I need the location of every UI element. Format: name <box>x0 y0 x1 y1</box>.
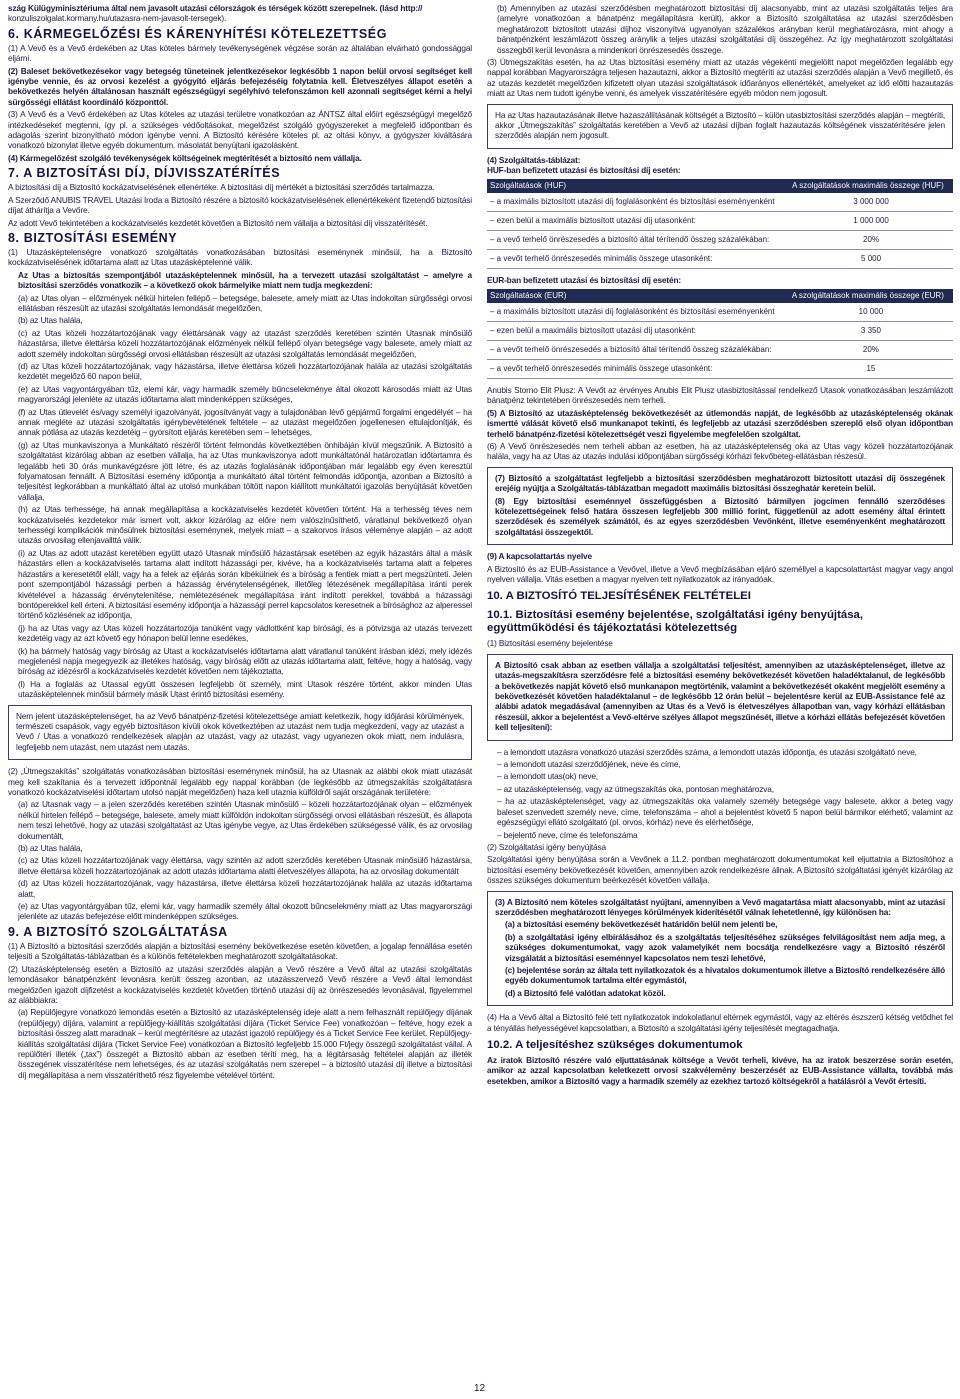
table-intro: (4) Szolgáltatás-táblázat: HUF-ban befizetett utazási és biztosítási díj esetén: <box>487 154 681 176</box>
list-item: (b) az Utas halála, <box>18 315 83 326</box>
section-7-title: 7. A BIZTOSÍTÁSI DÍJ, DÍJVISSZATÉRÍTÉS <box>8 166 281 181</box>
list-item: (c) az Utas közeli hozzátartozójának vagy élettársának vagy az utazást szerződés keretében szintén Utasnak minősülő házastársa, illetve élettársa közeli hozzátartozójának előzmények nélkül fellépő olyan betegsége vagy balesete, amely miatt az adott személy indokoltan sürgősségi orvosi ellátásban részesült az utazási szolgáltatás lemondását megelőzően, <box>18 327 472 359</box>
r-para-5: (5) A Biztosító az utazásképtelenség bekövetkezését az útlemondás napját, de legkésőbb az utazásképtelenség okának ismertté válását követő első munkanapot tekinti, és legfeljebb az utazási szerződésben szereplő első olyan időpontban terhelő bánatpénz-fizetési kötelezettségét veszi figyelembe megfelelően szolgáltat. <box>487 407 953 439</box>
s9-item-a: (a) Repülőjegyre vonatkozó lemondás esetén a Biztosító az utazásképtelenség ideje alatt a nem felhasznált repülőjegy díjának (repülőjegy) díjára, valamint a repülőjegy-kiállítás szolgáltatási díjára (Ticket Service Fee) vonatkozóan – feltéve, hogy ezek a biztosítási összeg alatt maradnak – kerül megtérítésre az utazást igazoló repülőjegy és a Ticket Service Fee kerület. Repülőjegy-kiállítás szolgáltatási díjára (Ticket Service Fee) vonatkozóan a Biztosító legfeljebb 15.000 Ft/jegy összegű szolgáltatást vállal. A repülőtéri illeték („tax”) összegét a Biztosító abban az esetben téríti meg, ha a légitársaság feltételei alapján az illeték összegének visszatérítése nem lehetséges, és az utazási szolgáltatás nem szerepel – a biztosító utazási díj illetve a biztosítási díj megállapítása a nem visszatéríthető rész figyelembe vételével történt. <box>18 1007 472 1080</box>
list-item: (a) a biztosítási esemény bekövetkezését határidőn belül nem jelenti be, <box>505 919 778 930</box>
r-para-9a: (9) A kapcsolattartás nyelve <box>487 551 592 562</box>
s9-para-1: (1) A Biztosító a biztosítási szerződés alapján a biztosítási esemény bekövetkezése esetén követően, a jogalap fennállása esetén teljesíti a Szolgáltatás-táblázatban és a különös feltételekben meghatározott szolgáltatásokat. <box>8 940 472 962</box>
r-para-3: (3) Útmegszakítás esetén, ha az Utas biztosítási esemény miatt az utazás végekénti megjelöltt napot megelőzően legalább egy nappal korábban Magyarországra teljesen hazautazni, akkor a Biztosító megtéríti az utazási szerződés alapján a Vevő megillető, és az utazás kezdetét megelőzően kifizetett olyan utazási szolgáltatások időarányos ellenértékét, amelyeket az idő előtti hazautazás miatt az Utas nem tudott igénybe venni, és amelyek visszatérítésére egyéb módon nem jogosult. <box>487 57 953 99</box>
r-para-8: (8) Egy biztosítási eseménnyel összefüggésben a Biztosító bármilyen jogcímen fennálló szerződéses kötelezettségeinek felső határa összesen legfeljebb 300 millió forint, függetlenül az adott esemény által érintett szerződések és személyek számától, és az egyes szerződésben Vevőnként, illetve eseményenként meghatározott szolgáltatási összegektől. <box>495 495 945 537</box>
section-9-title: 9. A BIZTOSÍTÓ SZOLGÁLTATÁSA <box>8 924 228 939</box>
list-item: (h) az Utas terhessége, ha annak megállapítása a kockázatviselés kezdetét követően történt. Ha a terhesség téves nem kockázatviselés kezdetekor már ismert volt, akkor kizárólag az előre nem valószínűsíthető, váratlanul bekövetkező olyan terhességi komplikációk minősülnek biztosítási eseménynek, melyek miatt – a szakorvos írásos véleménye alapján – az adott utazás orvosilag ellenjavallttá válik. <box>18 504 472 546</box>
list-item: (e) az Utas vagyontárgyában tűz, elemi kár, vagy harmadik személy által okozott bűncselekmény miatt az Utas magyarországi jelenléte az utazás befejezése előtt mindenképpen szükséges. <box>18 901 472 922</box>
limits-box <box>487 467 953 545</box>
note-text: Ha az Utas hazautazásának illetve hazaszállításának költségét a Biztosító – külön utasbiztosítási szerződés alapján – megtéríti, akkor „Útmegszakítás” szolgáltatás keretében a Vevő az utazási díjban foglalt hazautazás költségének visszatérítésére jelen szerződés alapján nem jogosult. <box>495 109 945 141</box>
huf-head-1: Szolgáltatások (HUF) <box>487 179 789 193</box>
s6-para-2: (2) Baleset bekövetkezésekor vagy betegség tüneteinek jelentkezésekor legkésőbb 1 napon belül orvosi segítséget kell igénybe vennie, és az orvosi kezelést a gyógyító eljárás befejezéséig folytatnia kell. Életveszélyes állapot esetén a bekövetkezés helyén általánosan használt egészségügyi segélyhívó telefonszámon kell azonnali segítséget kérni a helyi sürgősségi ellátást koordináló központtól. <box>8 65 472 107</box>
list-item: (k) ha bármely hatóság vagy bíróság az Utast a kockázatviselés időtartama alatt váratlanul tanúként írásban idézi, mely idézés megjelenési napja megegyezik az illetékes hatóság, vagy bíróság előtt az utazás időtartama alatt, feltéve, hogy a hatóság, vagy bíróság az idézésről a kockázatviselés kezdetét követően nem tájékoztatta, <box>18 645 472 677</box>
list-item: (a) az Utasnak vagy – a jelen szerződés keretében szintén Utasnak minősülő – közeli hozzátartozójának olyan – előzmények nélkül hirtelen fellépő – betegsége, balesete, amely miatt külföldön indokoltan sürgősségi orvosi ellátásban részesült, és állapota nem teszi lehetővé, hogy az utazási szolgáltatást az Utas igénybe vegye, az Utas érdekében szükségessé válik, és az orvosilag dokumentált, <box>18 799 472 841</box>
notice-text: Nem jelent utazásképtelenséget, ha az Vevő bánatpénz-fizetési kötelezettsége amiatt keletkezik, hogy időjárási körülmények, természeti csapások, vagy egyéb biztosításon kívüli okok következtében az utazást nem tudja megkezdeni, vagy az utazást a Vevő / Utas a vonatkozó rendelkezések alapján az utazást, vagy az utazást, vagy ugyanezen okok miatt, nem indulásra, legfeljebb nem utazást, nem utazást nem utazás. <box>16 710 464 752</box>
table-row: – a vevőt terhelő önrészesedés minimális összege utasonként: 15 <box>487 359 953 378</box>
list-item: (e) az Utas vagyontárgyában tűz, elemi kár, vagy harmadik személy bűncselekménye által okozott károsodás miatt az Utas magyarországi jelenléte az utazás időtartama alatt mindenképpen szükséges, <box>18 383 472 405</box>
list-item: (f) az Utas útlevelét és/vagy személyi igazolványát, jogosítványát vagy a tulajdonában lévő gépjármű forgalmi engedélyét – ha annak megléte az utazási szolgáltatás igénybevételének feltétele – az utazást megelőzően jogellenesen eltulajdonítják, és annak pótlása az utazás kezdetéig – gyorsított eljárás keretében sem – lehetséges, <box>18 406 472 438</box>
list-item: (d) az Utas közeli hozzátartozójának, vagy házastársa, illetve élettársa közeli hozzátartozójának halála az utazás időtartama alatt, <box>18 878 472 899</box>
storno-para: Anubis Storno Elit Plusz: A Vevőt az érvényes Anubis Elit Plusz utasbiztosítással rendelkező Utasok vonatkozásában leszámlázott bánatpénz tekintetében önrészesedés nem terheli. <box>487 384 953 406</box>
refusal-box <box>487 891 953 1007</box>
eur-table <box>487 289 953 379</box>
eur-intro: EUR-ban befizetett utazási és biztosítási díj esetén: <box>487 275 681 286</box>
r-para-3-refusal: (3) A Biztosító nem köteles szolgáltatást nyújtani, amennyiben a Vevő magatartása miatt alacsonyabb, mint az utazási szerződésben meghatározott lényeges körülmények kiderítésétől válnak lehetetlenné, így különösen ha: <box>495 896 945 917</box>
s8-list <box>8 293 472 700</box>
s8-para-3: (2) „Útmegszakítás” szolgáltatás vonatkozásában biztosítási eseménynek minősül, ha az Utasnak az alábbi okok miatt utazását meg kell szakítania és a tervezett időpontnál legalább egy nappal korábban (de legkésőbb az útmegszakítás szolgáltatásra vonatkozó kockázatviselési időtartam utolsó napját megelőzően) haza kell utaznia külföldről saját országának területére: <box>8 766 472 797</box>
section-10-title: 10. A BIZTOSÍTÓ TELJESÍTÉSÉNEK FELTÉTELEI <box>487 590 751 603</box>
s9-para-2: (2) Utazásképtelenség esetén a Biztosító az utazási szerződés alapján a Vevő részére a Vevő által az utazási szolgáltatás lemondásakor bánatpénzként levonásra került összeg azonban, az utazásszervező Vevő részére a Vevő által lemondást megelőzően igazolt díjfizetést a kockázatviselés kezdetét követően történő utazási díj az önrészesedés levonásával, figyelemmel az alábbiakra: <box>8 963 472 1005</box>
table-row: – a vevőt terhelő önrészesedés a biztosító által térítendő összeg százalékában: 20% <box>487 340 953 359</box>
huf-table <box>487 179 953 269</box>
list-item: (c) bejelentése során az általa tett nyilatkozatok és a hivatalos dokumentumok illetve a Biztosító rendelkezésére álló egyéb dokumentumok tartalma eltér egymástól, <box>505 964 945 986</box>
table-row: – a maximális biztosított utazási díj foglalásonként és biztosítási eseményenként 3 000 000 <box>487 193 953 212</box>
left-column <box>8 3 472 1082</box>
list-item: (b) a szolgáltatási igény elbírálásához és a szolgáltatás teljesítéséhez szükséges felvilágosítást nem adja meg, a szükséges dokumentumokat, vagy azok valamelyikét nem bocsátja rendelkezésre vagy a Biztosító részéről vizsgálatát a biztosítási eseménnyel kapcsolatos nem teszi lehetővé, <box>505 931 945 963</box>
list-item: – bejelentő neve, címe és telefonszáma <box>497 829 638 840</box>
list-item: (i) az Utas az adott utazást keretében együtt utazó Utasnak minősülő házastársak esetében az egyik házastárs által a másik házastárs ellen a kockázatviselés tartama alatt indított házassági per, kivéve, ha a kockázatviselés tartama alatt a felperes házastárs a keresetétől eláll, vagy ha a felek az eljárás során kibékülnek és a bíróság a fentiek miatt a pert megszünteti. Jelen pont szempontjából házassági perben a házasság érvénytelenségének, illetőleg létezésének megállapítása iránti perek kivételével a házasság érvénytelenítése, nemlétezésének megállapítása iránt indított perekkel, továbbá a házassági bontóperekkel kell érteni. A biztosítási esemény időpontja a házassági perrel kapcsolatos keresetnek a bírósághoz az alperessel történő közlésének az időpontja, <box>18 547 472 621</box>
list-item: (d) a Biztosító felé valótlan adatokat közöl. <box>505 987 666 998</box>
section-10-1-title: 10.1. Biztosítási esemény bejelentése, szolgáltatási igény benyújtása, együttműködési és tájékoztatási kötelezettség <box>487 609 864 635</box>
s101-para-4: (4) Ha a Vevő által a Biztosító felé tett nyilatkozatok indokolatlanul eltérnek egymástól, vagy az eltérés észszerű kétség vetődhet fel a tényállás helyességével kapcsolatban, a Biztosító a szolgáltatási igény teljesítését megtagadhatja. <box>487 1012 953 1033</box>
s102-para-1: Az iratok Biztosító részére való eljuttatásának költsége a Vevőt terheli, kivéve, ha az iratok beszerzése során esetén, amikor az azzal kapcsolatban keletkezett orvosi szakvélemény beszerzését az EUB-Assistance vállalta, továbbá más esetekben, amikor a Biztosító vagy a harmadik személy az ezekhez tartozó költségekről a hatálásról a Vevőt értesíti. <box>487 1055 953 1086</box>
s6-para-3: (3) A Vevő és a Vevő érdekében az Utas köteles az utazási területre vonatkozóan az ÁNTSZ által előírt egészségügyi megelőző intézkedéseket megtenni, így pl. a szükséges védőoltásokat, megelőzést szolgáló gyógyszereket a megfelelő időpontban és adagolás szerint bizonyítható módon igénybe venni. A Biztosító kérésére köteles pl. az oltási könyv, a gyógyszer kiváltására vonatkozó bizonylat illetve egyéb dokumentum. másolatát benyújtani igazolásként. <box>8 109 472 151</box>
list-item: – a lemondott utazásra vonatkozó utazási szerződés száma, a lemondott utazás időpontja, és utazási szolgáltató neve, <box>497 746 917 757</box>
r-para-b: (b) Amennyiben az utazási szerződésben meghatározott biztosítási díj alacsonyabb, mint az utazási szolgáltatás teljes ára (amelyre vonatkozóan a bánatpénz megállapításra került), akkor a Biztosító szolgáltatása az utazási szerződésben meghatározott biztosított utazási díjhoz viszonyítva ugyanolyan százalékos arányban kerül meghatározásra, mint ahogy a bánatpénzként leszámlázott összeg aránylik a teljes utazási szolgáltatási díj összegéhez. Az így meghatározott szolgáltatási összegből kerül levonásra a mindenkori önrészesedés összege. <box>497 3 953 55</box>
list-item: – az utazásképtelenség, vagy az útmegszakítás oka, pontosan meghatározva, <box>497 783 774 794</box>
table-row: – a vevő terhelő önrészesedés a biztosító által térítendő összeg százalékában: 20% <box>487 231 953 250</box>
list-item: – a lemondott utas(ok) neve, <box>497 771 598 782</box>
r-para-6: (6) A Vevő önrészesedés nem terheli abban az esetben, ha az utazásképtelenség oka az Utas vagy közeli hozzátartozójának halála, vagy ha az Utas az utazás indulási időpontjában sürgősségi kórházi fekvőbeteg-ellátásban részesül. <box>487 440 953 462</box>
list-item: – a lemondott utazási szerződőjének, neve és címe, <box>497 759 681 770</box>
eur-head-2: A szolgáltatások maximális összege (EUR) <box>789 289 953 303</box>
table-row: – ezen belül a maximális biztosított utazási díj utasonként: 1 000 000 <box>487 212 953 231</box>
s8-para-1: (1) Utazásképtelenségre vonatkozó szolgáltatás vonatkozásában biztosítási eseménynek minősül, ha a Biztosító kockázatviselésének időtartama alatt az Utas utazásképtelenné válik. <box>8 246 472 268</box>
table-row: – a maximális biztosított utazási díj foglalásonként és biztosítási eseményenként 10 000 <box>487 303 953 322</box>
r-para-7: (7) Biztosító a szolgáltatást legfeljebb a biztosítási szerződésben meghatározott biztosított utazási díj összegének erejéig nyújtja a Szolgáltatás-táblázatban megadott maximális biztosítási összeghatár keretein belül. <box>495 472 945 494</box>
list-item: (l) Ha a foglalás az Utassal együtt összesen legfeljebb öt személy, mint Utasok részére történt, akkor minden Utas utazásképtelennek minősül bármely másik Utast érintő biztosítási esemény. <box>18 678 472 700</box>
list-item: (j) ha az Utas vagy az Utas közeli hozzátartozója tanúként vagy vádlottként kap bírósági, és a pótvizsga az utazás tervezett kezdetéig vagy az azt követő egy hónapon belül lenne esedékes, <box>18 622 472 644</box>
notice-box <box>8 705 472 761</box>
list-item: (d) az Utas közeli hozzátartozójának, vagy házastársa, illetve élettársa közeli hozzátartozójának halála az utazási szolgáltatás kezdetét megelőző 60 napon belül, <box>18 360 472 382</box>
section-8-title: 8. BIZTOSÍTÁSI ESEMÉNY <box>8 230 178 245</box>
list-item: (c) az Utas közeli hozzátartozójának vagy élettársa, vagy szintén az adott szerződés keretében Utasnak minősülő házastársa, illetve élettársa közeli hozzátartozójának az adott utazás időtartama alatti életveszélyes állapota, ha az orvosilag dokumentált <box>18 855 472 876</box>
list-item: – ha az utazásképtelenséget, vagy az útmegszakítás oka valamely személy betegsége vagy balesete, akkor a beteg vagy baleset szenvedett személy neve, címe, telefonszáma – ahol a bejelentést követő 5 napon belül bármikor elérhető, valamint az egészségügyi ellátó szolgáltató (pl. orvos, kórház) neve és elérhetősége, <box>497 796 953 828</box>
s6-para-4: (4) Kármegelőzést szolgáló tevékenységek költségeinek megtérítését a biztosító nem vállalja. <box>8 152 362 163</box>
s6-para-1: (1) A Vevő és a Vevő érdekében az Utas köteles bármely tevékenységének végzése során az általában elvárható gondossággal eljárni. <box>8 42 472 64</box>
list-item: (a) az Utas olyan – előzmények nélkül hirtelen fellépő – betegsége, balesete, amely miatt az Utas indokoltan sürgősségi orvosi ellátásban részesült az utazási szolgáltatás lemondását megelőzően, <box>18 292 472 313</box>
s7-para-3: Az adott Vevő tekintetében a kockázatviselés kezdetét követően a Biztosító nem vállalja a biztosítási díj visszatérítését. <box>8 217 428 228</box>
s7-para-1: A biztosítási díj a Biztosító kockázatviselésének ellenértéke. A biztosítási díj mértékét a biztosítási szerződés tartalmazza. <box>8 182 435 193</box>
s101-para-2: (2) Szolgáltatási igény benyújtása <box>487 841 606 852</box>
notification-box <box>487 654 953 741</box>
right-column <box>487 3 953 1088</box>
huf-head-2: A szolgáltatások maximális összege (HUF) <box>789 179 953 193</box>
section-10-2-title: 10.2. A teljesítéshez szükséges dokumentumok <box>487 1039 743 1051</box>
eur-head-1: Szolgáltatások (EUR) <box>487 289 789 303</box>
s101-para-1: (1) Biztosítási esemény bejelentése <box>487 638 613 649</box>
notification-text: A Biztosító csak abban az esetben vállalja a szolgáltatási teljesítést, amennyiben az utazásképtelenséget, illetve az utazás-megszakításra szerződésre felé a biztosítási esemény bekövetkezését követően haladéktalanul, de legkésőbb a bekövetkezés napját követő első munkanapon megtörténik, valamint a bekövetkezését okaként megjelölt esemény a bekövetkezését követően haladéktalanul – de legkésőbb 12 órán belül – bejelentésre kerül az EUB-Assistance felé az alábbi adatok megadásával (amennyiben az Utas és a Vevő is életveszélyes állapotban van, vagy kórházi ellátásban részesül, akkor a bejelentést a Vevő-eltérve szélyes állapot megszűnését, illetve a kórházi ellátás befejezését követően kell teljesíteni): <box>495 659 945 733</box>
s7-para-2: A Szerződő ANUBIS TRAVEL Utazási Iroda a Biztosító részére a biztosító kockázatviselésének ellenértékeként fizetendő biztosítási díjat áthárítja a Vevőre. <box>8 194 472 216</box>
r-para-9b: A Biztosító és az EUB-Assistance a Vevővel, illetve a Vevő megbízásában eljáró személlyel a kapcsolattartást magyar vagy angol nyelven vállalja. Vitás esetben a magyar nyelven tett nyilatkozatok az irányadóak. <box>487 563 953 584</box>
section-6-title: 6. KÁRMEGELŐZÉSI ÉS KÁRENYHÍTÉSI KÖTELEZETTSÉG <box>8 26 388 41</box>
table-row: – a vevőt terhelő önrészesedés minimális összege utasonként: 5 000 <box>487 250 953 269</box>
list-item: (g) az Utas munkaviszonya a Munkáltató részéről történt felmondás következtében önhibáján kívül megszűnik. A Biztosító a szolgáltatást kizárólag abban az esetben vállalja, ha az Utas munkaviszonya adott munkáltatónál határozatlan időtartamra és legalább heti 30 órás munkavégzésre jött létre, és az utazás foglalásának időpontjában már legalább egy éven keresztül folyamatosan fennállt. A Biztosítási esemény időpontja a munkáltató által történt felmondás időpontja, azonban a Biztosító a teljesítést legkorábban a munkáltató által az utolsó munkában töltött napon kiállított munkáltatói igazolás benyújtását követően vállalja, <box>18 439 472 502</box>
page-number: 12 <box>474 1383 486 1394</box>
s8-para-2: Az Utas a biztosítás szempontjából utazásképtelennek minősül, ha a tervezett utazási szolgáltatást – amelyre a biztosítási szerződés vonatkozik – a következő okok bármelyike miatt nem tudja megkezdeni: <box>18 269 472 291</box>
list-item: (b) az Utas halála, <box>18 843 83 854</box>
s101-para-2b: Szolgáltatási igény benyújtása során a Vevőnek a 11.2. pontban meghatározott dokumentumokat kell eljuttatnia a Biztosítóhoz a biztosítási esemény bekövetkezését követően, amennyiben azok rendelkezésre állnak. A Biztosító szolgáltatási igényét kizárólag az összes szükséges dokumentum beérkezését követően vállalja. <box>487 854 953 886</box>
intro-line: szág Külügyminisztériuma által nem javasolt utazási célországok és térségek között szerepelnek. (lásd http:// konzuliszolgalat.kormany.hu/utazasra-nem-javasolt-tersegek). <box>8 3 423 24</box>
note-box <box>487 104 953 149</box>
table-row: – ezen belül a maximális biztosított utazási díj utasonként: 3 350 <box>487 321 953 340</box>
